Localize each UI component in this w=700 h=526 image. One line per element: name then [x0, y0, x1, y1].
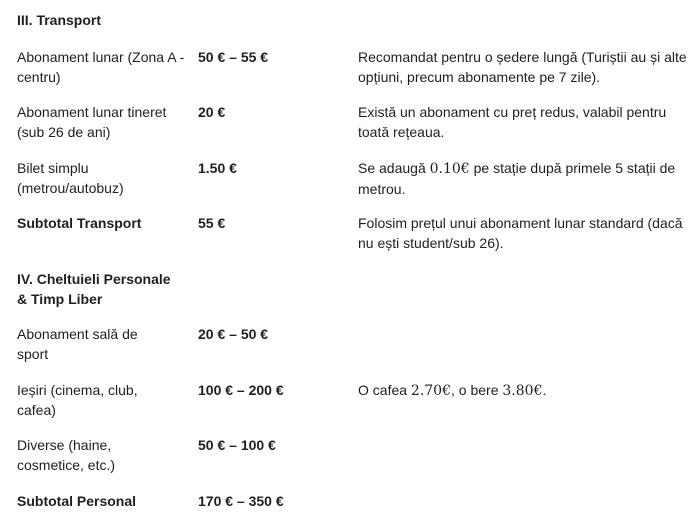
note-text: . — [542, 382, 547, 398]
expense-note — [358, 158, 688, 199]
expense-item: Ieșiri (cinema, club, cafea) — [17, 382, 138, 418]
expense-item: Diverse (haine, cosmetice, etc.) — [17, 437, 116, 473]
price-value: 3.80€ — [502, 383, 543, 399]
expense-note: Recomandat pentru o ședere lungă (Turiștii au și alte opțiuni, precum abonamente pe 7 zile). — [358, 49, 687, 85]
subtotal-label: Subtotal Personal — [17, 493, 137, 509]
expense-note — [358, 380, 688, 401]
subtotal-cost: 170 € – 350 € — [198, 493, 284, 509]
price-value: 2.70€ — [410, 383, 452, 399]
expense-item: Abonament lunar tineret (sub 26 de ani) — [17, 104, 167, 140]
expense-cost: 50 € – 55 € — [198, 49, 269, 65]
section-title: IV. Cheltuieli Personale & Timp Liber — [17, 271, 171, 307]
note-text: O cafea — [358, 382, 411, 398]
expense-cost: 50 € – 100 € — [198, 437, 276, 453]
section-title: III. Transport — [17, 12, 102, 28]
expense-item: Bilet simplu (metrou/autobuz) — [17, 160, 124, 196]
expense-cost: 1.50 € — [198, 160, 237, 176]
note-text: Se adaugă — [358, 160, 430, 176]
expense-note: Există un abonament cu preț redus, valabil pentru toată rețeaua. — [358, 104, 667, 140]
expense-item: Abonament lunar (Zona A - centru) — [17, 49, 185, 85]
expense-cost: 20 € – 50 € — [198, 326, 269, 342]
expense-item: Abonament sală de sport — [17, 326, 138, 362]
price-value: 0.10€ — [429, 161, 470, 177]
note-text: pe stație după primele 5 stații de metrou. — [358, 160, 676, 197]
note-text: , o bere — [451, 382, 503, 398]
expense-cost: 100 € – 200 € — [198, 382, 284, 398]
subtotal-cost: 55 € — [198, 215, 226, 231]
subtotal-note: Folosim prețul unui abonament lunar standard (dacă nu ești student/sub 26). — [358, 215, 683, 251]
expense-cost: 20 € — [198, 104, 226, 120]
subtotal-label: Subtotal Transport — [17, 215, 142, 231]
